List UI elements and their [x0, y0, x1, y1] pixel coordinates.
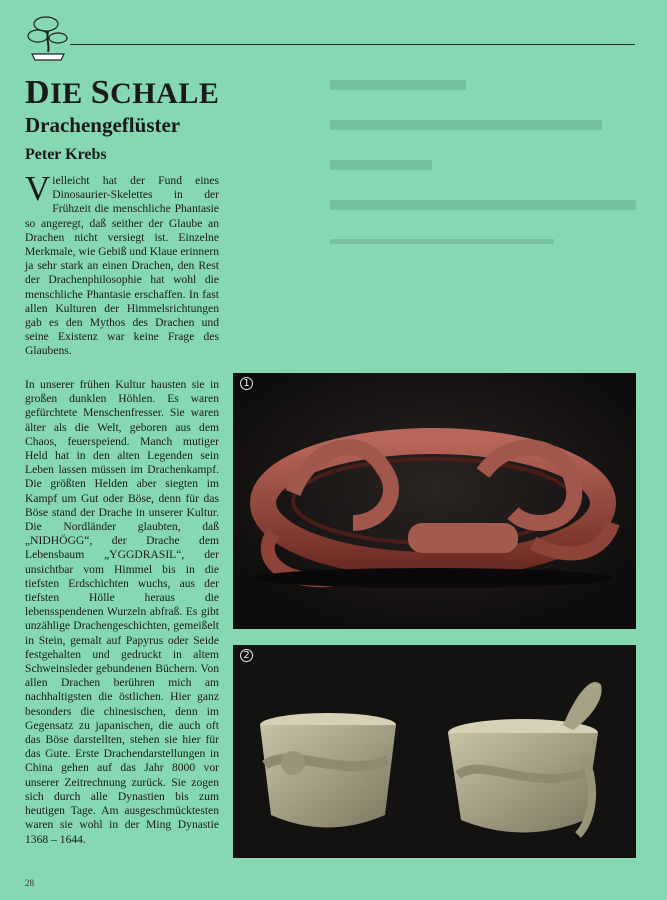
bonsai-logo-icon — [26, 14, 72, 62]
stone-dragon-bowls-image — [233, 645, 636, 858]
figure-stone-dragon-bowls — [233, 645, 636, 858]
body-paragraph-1: Vielleicht hat der Fund eines Dinosaurier-Skelettes in der Frühzeit die menschliche Phantasie so angeregt, daß seither der Glaube an Drachen nicht versiegt ist. Einzelne Merkmale, wie Gebiß und Klaue erinnern ja sehr stark an einen Drachen, den Rest der Drachenphilosophie hat wohl die menschliche Phantasie erschaffen. In fast allen Kulturen der Himmelsrichtungen gab es den Mythos des Drachen und seine Existenz war keine Frage des Glaubens. — [25, 169, 219, 358]
figure-dragon-ring-bowl — [233, 373, 636, 629]
article-title: DIE SCHALE — [25, 74, 220, 111]
header-rule — [70, 44, 635, 45]
page-number: 28 — [25, 878, 34, 888]
body-paragraph-2: In unserer frühen Kultur hausten sie in großen dunklen Höhlen. Es waren gefürchtete Menschenfresser. Sie waren älter als die Welt, geboren aus dem Chaos, feuerspeiend. Manch mutiger Held hat in den alten Legenden sein Leben lassen müssen im Drachenkampf. Die größten Helden aber siegten im Kampf um Gut oder Böse, denn für das Böse stand der Drache in unserer Kultur. Die Nordländer glaubten, daß „NIDHÖGG“, der Drache dem Lebensbaum „YGGDRASIL“, der unsichtbar vom Himmel bis in die tiefsten Erdschichten wuchs, aus der tiefsten Hölle heraus die lebensspendenen Wurzeln abfraß. Es gibt unzählige Drachengeschichten, gemeißelt in Stein, gemalt auf Papyrus oder Seide festgehalten und gedruckt in altem Schweinsleder gebundenen Büchern. Von allen Drachen berühren mich am nachhaltigsten die östlichen. Hier ganz besonders die chinesischen, denn im Gegensatz zu japanischen, die auch oft das Böse darstellten, stehen sie hier für das Gute. Erste Drachendarstellungen in China gehen auf das Jahr 8000 vor unserer Zeitrechnung zurück. Sie zogen sich durch alle Dynastien bis zum heutigen Tage. Am ausgeschmücktesten waren sie wohl in der Ming Dynastie 1368 – 1644. — [25, 378, 219, 846]
article-author: Peter Krebs — [25, 146, 107, 163]
figure-number: 1 — [240, 377, 253, 390]
article-subtitle: Drachengeflüster — [25, 113, 181, 137]
show-through-text: ▬▬▬▬ ▬▬▬▬▬▬▬▬ ▬▬▬ ▬▬▬▬▬▬▬▬▬ ▬▬▬▬▬▬▬▬▬▬▬▬▬▬ — [330, 61, 636, 248]
figure-number: 2 — [240, 649, 253, 662]
dragon-ring-bowl-image — [233, 373, 636, 629]
